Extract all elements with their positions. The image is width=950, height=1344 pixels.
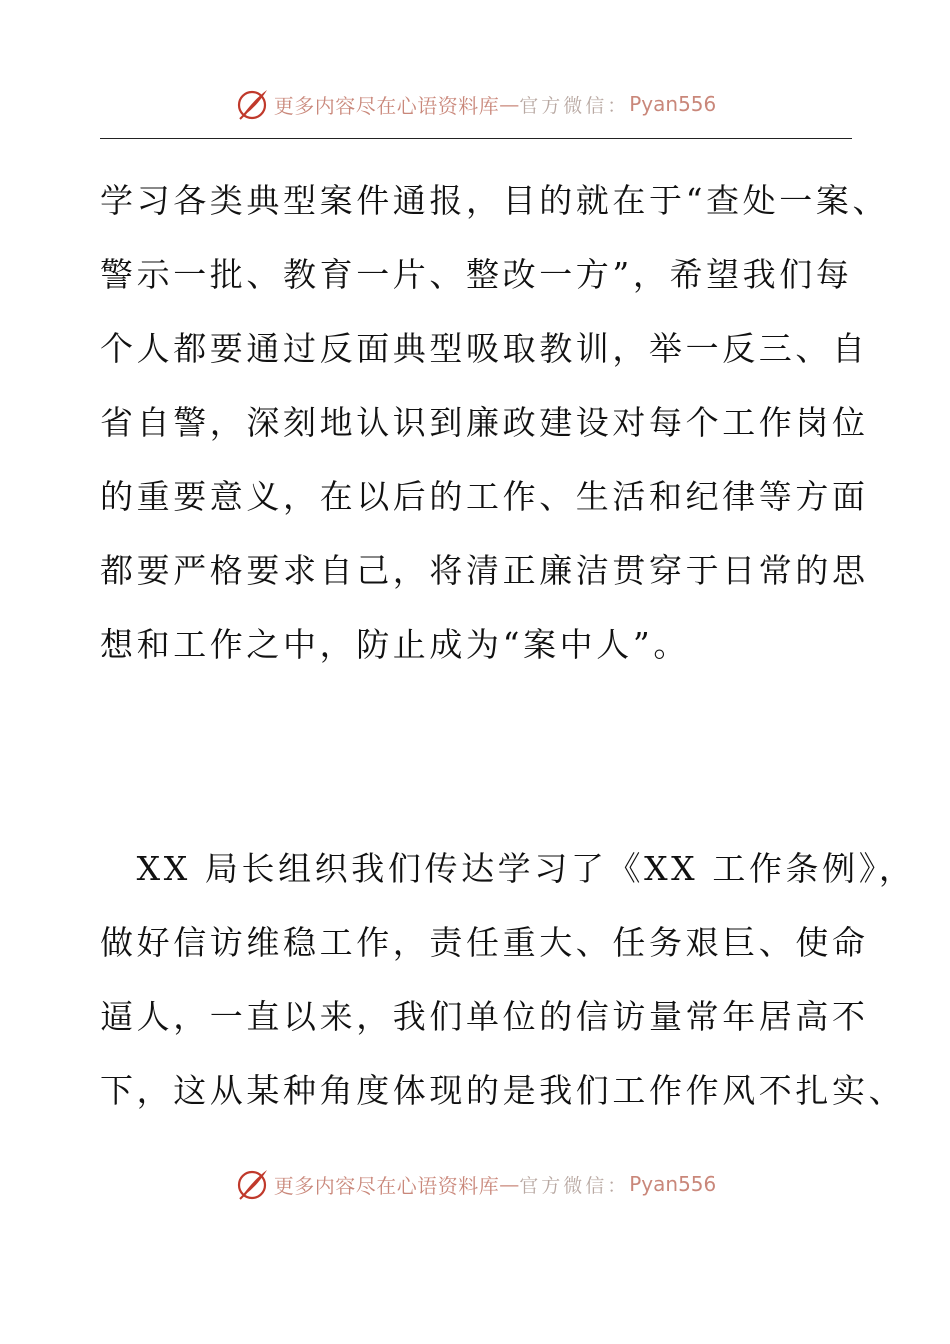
text-line: 警示一批、教育一片、整改一方”，希望我们每: [100, 255, 853, 294]
footer-wechat-id: Pyan556: [629, 1172, 717, 1196]
text-line: 下，这从某种角度体现的是我们工作作风不扎实、: [100, 1071, 906, 1110]
quill-logo-icon: [234, 1166, 270, 1202]
footer-wechat-label: 官方微信：: [519, 1174, 630, 1197]
header-wechat-id: Pyan556: [629, 92, 717, 116]
text-line: 省自警，深刻地认识到廉政建设对每个工作岗位: [100, 403, 869, 442]
text-line: 个人都要通过反面典型吸取教训，举一反三、自: [100, 329, 869, 368]
text-line: 做好信访维稳工作，责任重大、任务艰巨、使命: [100, 923, 869, 962]
text-line: XX 局长组织我们传达学习了《XX 工作条例》，: [100, 849, 916, 888]
body-paragraph-2: [100, 832, 916, 1128]
header-divider: [100, 138, 852, 139]
header-wechat-label: 官方微信：: [519, 94, 630, 117]
text-line: 想和工作之中，防止成为“案中人”。: [100, 625, 690, 664]
body-paragraph-1: [100, 164, 890, 682]
footer-banner: [0, 1164, 950, 1204]
text-line: 学习各类典型案件通报，目的就在于“查处一案、: [100, 181, 890, 220]
footer-site-text: 更多内容尽在心语资料库: [273, 1173, 500, 1198]
text-line: 都要严格要求自己，将清正廉洁贯穿于日常的思: [100, 551, 869, 590]
header-site-text: 更多内容尽在心语资料库: [273, 93, 500, 118]
header-banner: [0, 84, 950, 124]
footer-dash: —: [499, 1172, 520, 1196]
text-line: 的重要意义，在以后的工作、生活和纪律等方面: [100, 477, 869, 516]
quill-logo-icon: [234, 86, 270, 122]
text-line: 逼人，一直以来，我们单位的信访量常年居高不: [100, 997, 869, 1036]
header-dash: —: [499, 92, 520, 116]
